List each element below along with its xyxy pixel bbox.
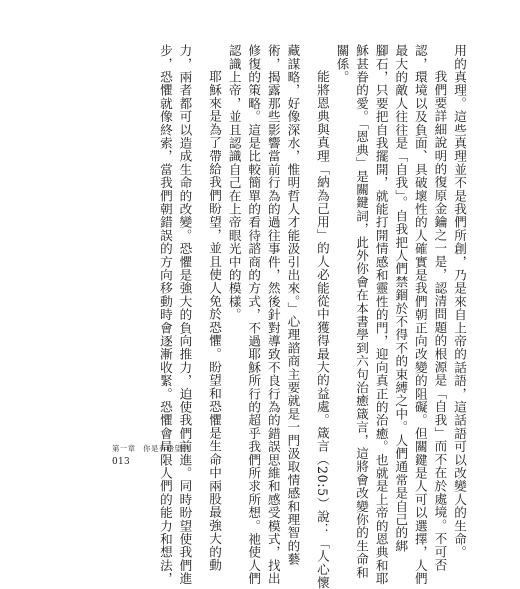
text-column-11: 修復的策略。這是比較簡單的看待諮商的方式，不過耶穌所行的超乎我們所求所想。祂使人們	[246, 44, 262, 586]
text-column-12: 認識上帝，並且認識自己在上帝眼光中的模樣。	[226, 44, 242, 322]
text-column-5: 腳石，只要把自我擺開，就能打開情感和靈性的門，迎向真正的治癒。也就是上帝的恩典和耶	[373, 44, 389, 586]
page-number: 013	[112, 457, 131, 467]
vertical-text-body	[157, 44, 467, 589]
text-column-7: 關係。	[334, 44, 350, 84]
text-column-8: 能將恩典與真理「納為己用」的人必能從中獲得最大的益處。箴言（20:5）說：「人心懷	[314, 70, 330, 589]
text-column-10: 術，揭露那些影響當前行為的過往事件，然後針對導致不良行為的錯誤思維和感受模式，找出	[265, 44, 281, 586]
text-column-3: 認，環境以及負面、具破壞性的人確實是我們朝正向改變的阻礙。但關鍵是人可以選擇，人們	[412, 44, 428, 586]
chapter-footer-label: 第一章 你是有盼望的	[112, 444, 190, 453]
text-column-4: 最大的敵人往往是「自我」。自我把人們禁錮於不得不的束縛之中。人們通常是自己的綁	[393, 44, 409, 553]
text-column-2: 我們要詳細說明的復原金鑰之一是，認清問題的根源是「自我」而不在於處境。不可否	[432, 70, 448, 572]
text-column-13: 耶穌來是為了帶給我們盼望，並且使人免於恐懼。盼望和恐懼是生命中兩股最強大的動	[207, 70, 223, 572]
text-column-6: 穌甚眷的愛。「恩典」是關鍵詞，此外你會在本書學到六句治癒箴言，這將會改變你的生命和	[354, 44, 370, 579]
text-column-1: 用的真理。這些真理並不是我們所創，乃是來自上帝的話語，這話語可以改變人的生命。	[452, 44, 467, 559]
text-column-9: 藏謀略，好像深水，惟明哲人才能汲引出來。」心理諮商主要就是一門汲取情感和理智的藝	[285, 44, 301, 566]
text-column-15: 步，恐懼就像終索，當我們朝錯誤的方向移動時會逐漸收緊。恐懼會局限人們的能力和想法，	[157, 44, 173, 586]
text-column-14: 力，兩者都可以造成生命的改變。恐懼是強大的負向推力，迫使我們前進。同時盼望使我們進	[177, 44, 193, 586]
